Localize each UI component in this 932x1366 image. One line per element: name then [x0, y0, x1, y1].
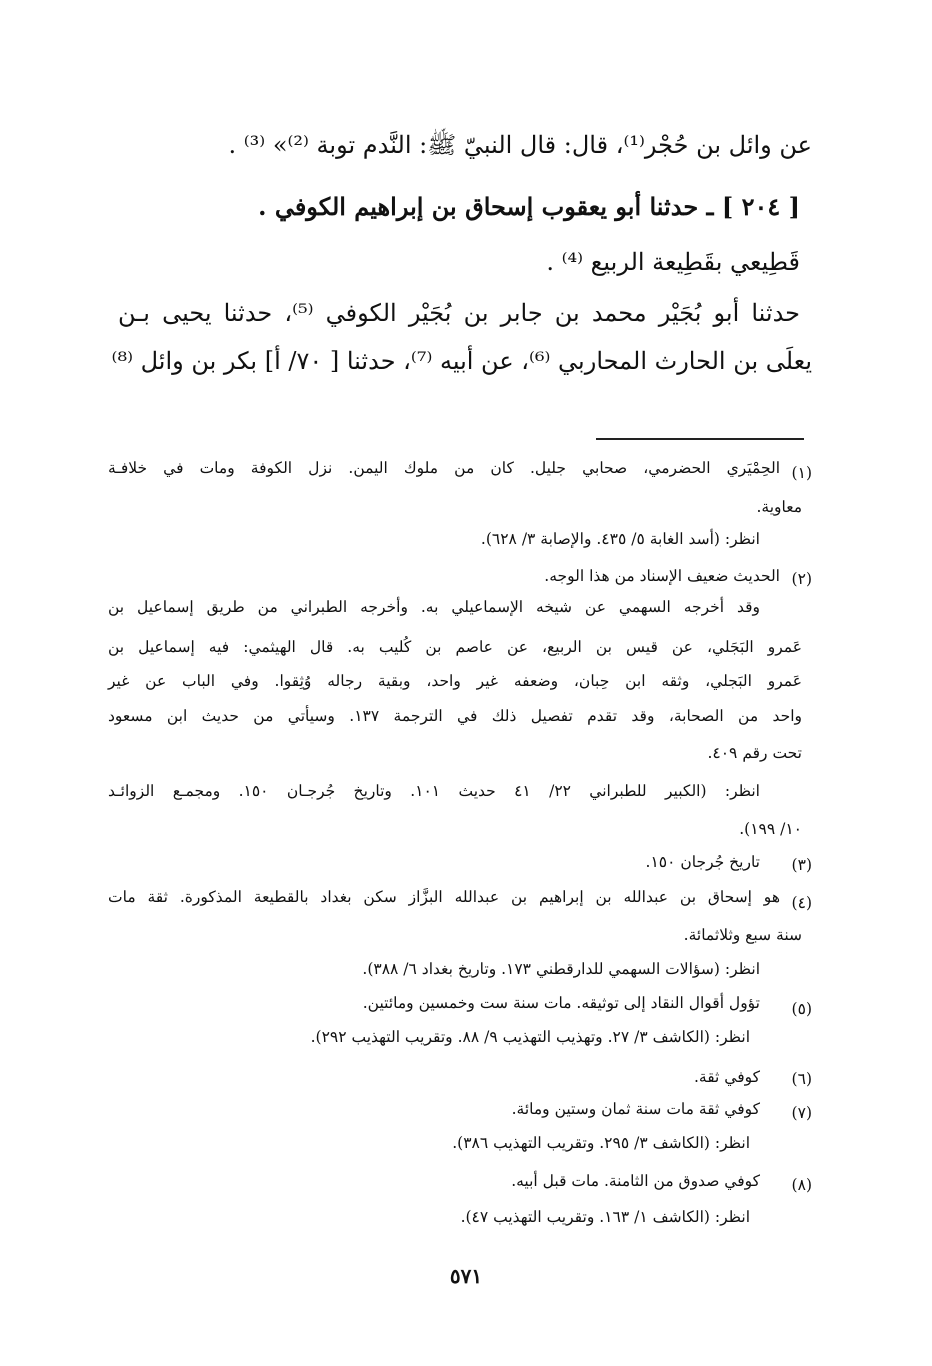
main-text-line-4: حدثنا أبو بُجَيْر محمد بن جابر بن بُجَيْر الكوفي ⁽⁵⁾، حدثنا يحيى بـن	[118, 299, 800, 327]
footnote-8-citation: انظر: (الكاشف ١/ ١٦٣. وتقريب التهذيب ٤٧).	[460, 1208, 750, 1226]
footnote-6-line-1: كوفي ثقة.	[693, 1068, 760, 1086]
main-text-line-5: يعلَى بن الحارث المحاربي ⁽⁶⁾، عن أبيه ⁽⁷⁾، حدثنا [ ٧٠/ أ] بكر بن وائل ⁽⁸⁾	[111, 347, 812, 375]
footnote-1-line-1: الحِمْيَري الحضرمي، صحابي جليل. كان من ملوك اليمن. نزل الكوفة ومات في خلافـة	[108, 459, 780, 477]
footnote-1-line-2: معاوية.	[756, 498, 802, 516]
main-text-line-1: عن وائل بن حُجْر⁽¹⁾، قال: قال النبيّ ﷺ: النَّدم توبة ⁽²⁾» ⁽³⁾ .	[228, 131, 812, 159]
footnote-8-line-1: كوفي صدوق من الثامنة. مات قبل أبيه.	[511, 1172, 760, 1190]
footnote-4-line-2: سنة سبع وثلاثمائة.	[683, 926, 802, 944]
footnote-1-citation: انظر: (أسد الغابة ٥/ ٤٣٥. والإصابة ٣/ ٦٢٨).	[480, 530, 760, 548]
footnote-3-line-1: تاريخ جُرجان ١٥٠.	[645, 853, 760, 871]
footnote-5-line-1: تؤول أقوال النقاد إلى توثيقه. مات سنة ست وخمسين ومائتين.	[362, 994, 760, 1012]
footnote-7-line-1: كوفي ثقة مات سنة ثمان وستين ومائة.	[511, 1100, 760, 1118]
footnote-4-citation: انظر: (سؤالات السهمي للدارقطني ١٧٣. وتاريخ بغداد ٦/ ٣٨٨).	[362, 960, 760, 978]
footnote-2-line-1: الحديث ضعيف الإسناد من هذا الوجه.	[544, 567, 780, 585]
footnote-4-line-1: هو إسحاق بن عبدالله بن إبراهيم بن عبدالله البزَّاز سكن بغداد بالقطيعة المذكورة. ثقة مات	[108, 888, 780, 906]
footnote-2-number: (٢)	[791, 570, 812, 588]
footnote-2-line-2: وقد أخرجه السهمي عن شيخه الإسماعيلي به. وأخرجه الطبراني من طريق إسماعيل بن	[108, 598, 760, 616]
footnote-3-number: (٣)	[791, 856, 812, 874]
footnote-5-citation: انظر: (الكاشف ٣/ ٢٧. وتهذيب التهذيب ٩/ ٨٨. وتقريب التهذيب ٢٩٢).	[310, 1028, 750, 1046]
footnote-1-number: (١)	[791, 464, 812, 482]
footnote-5-number: (٥)	[791, 1000, 812, 1018]
entry-heading: [ ٢٠٤ ] ـ حدثنا أبو يعقوب إسحاق بن إبراهيم الكوفي .	[258, 192, 800, 221]
main-text-line-3: قَطِيعي بقَطِيعة الربيع ⁽⁴⁾ .	[546, 248, 800, 276]
footnote-2-citation: انظر: (الكبير للطبراني ٢٢/ ٤١ حديث ١٠١. وتاريخ جُرجـان ١٥٠. ومجمـع الزوائـد	[108, 782, 760, 800]
footnote-7-citation: انظر: (الكاشف ٣/ ٢٩٥. وتقريب التهذيب ٣٨٦).	[452, 1134, 750, 1152]
footnote-4-number: (٤)	[791, 894, 812, 912]
footnote-2-citation-cont: ١٠/ ١٩٩).	[739, 820, 802, 838]
footnote-2-line-3: عَمرو البَجَلي، عن قيس بن الربيع، عن عاصم بن كُليب به. قال الهيثمي: فيه إسماعيل بن	[108, 638, 802, 656]
footnote-2-line-6: تحت رقم ٤٠٩.	[707, 744, 802, 762]
footnote-2-line-5: واحد من الصحابة، وقد تقدم تفصيل ذلك في الترجمة ١٣٧. وسيأتي من حديث ابن مسعود	[108, 707, 802, 725]
footnote-6-number: (٦)	[791, 1070, 812, 1088]
page-number: ٥٧١	[449, 1264, 483, 1288]
footnote-8-number: (٨)	[791, 1176, 812, 1194]
footnote-7-number: (٧)	[791, 1104, 812, 1122]
footnote-separator	[596, 438, 804, 440]
footnote-2-line-4: عَمرو البَجلي، وثقه ابن حِبان، وضعفه غير واحد، وبقية رجاله وُثِقوا. وفي الباب عن غير	[108, 672, 802, 690]
